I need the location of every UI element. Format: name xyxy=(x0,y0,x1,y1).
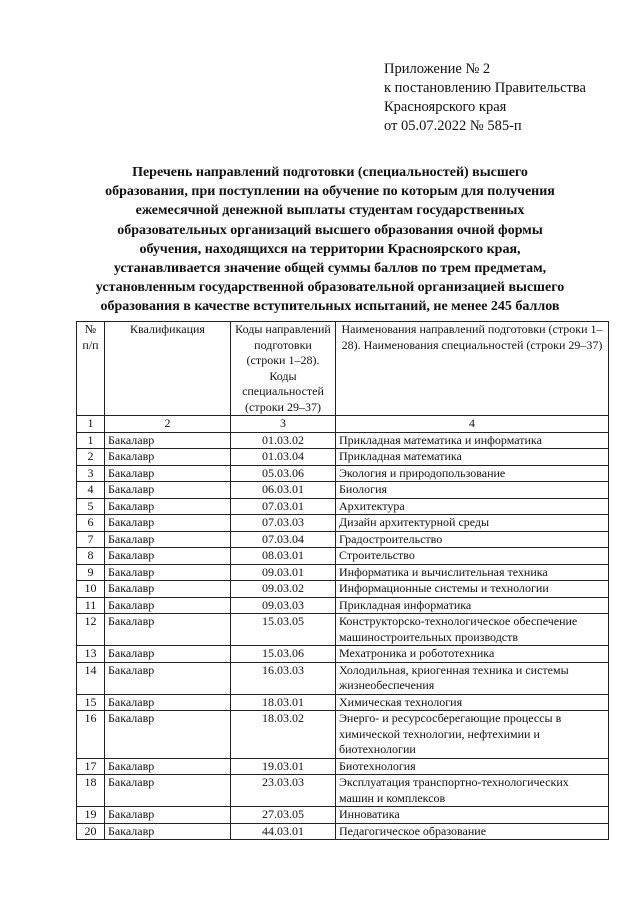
row-code: 23.03.03 xyxy=(231,775,336,807)
row-number: 11 xyxy=(77,597,105,614)
document-title xyxy=(40,163,620,317)
table-row xyxy=(77,449,609,466)
row-qualification: Бакалавр xyxy=(105,515,231,532)
specialties-table xyxy=(76,321,609,840)
row-qualification: Бакалавр xyxy=(105,662,231,694)
row-qualification: Бакалавр xyxy=(105,807,231,824)
row-number: 19 xyxy=(77,807,105,824)
row-qualification: Бакалавр xyxy=(105,564,231,581)
appendix-line: от 05.07.2022 № 585-п xyxy=(384,118,522,134)
table-row xyxy=(77,646,609,663)
title-line: образования, при поступлении на обучение по которым для получения xyxy=(105,184,555,200)
row-name: Информатика и вычислительная техника xyxy=(336,564,609,581)
row-name: Инноватика xyxy=(336,807,609,824)
table-row xyxy=(77,581,609,598)
row-number: 9 xyxy=(77,564,105,581)
table-row xyxy=(77,807,609,824)
table-row xyxy=(77,548,609,565)
row-name: Градостроительство xyxy=(336,531,609,548)
row-qualification: Бакалавр xyxy=(105,531,231,548)
row-name: Конструкторско-технологическое обеспечение машиностроительных производств xyxy=(336,614,609,646)
row-number: 4 xyxy=(77,482,105,499)
row-name: Эксплуатация транспортно-технологических машин и комплексов xyxy=(336,775,609,807)
row-code: 07.03.04 xyxy=(231,531,336,548)
title-line: Перечень направлений подготовки (специальностей) высшего xyxy=(132,165,528,180)
appendix-line: Красноярского края xyxy=(384,99,507,115)
table-row xyxy=(77,662,609,694)
table-row xyxy=(77,694,609,711)
row-qualification: Бакалавр xyxy=(105,465,231,482)
appendix-block xyxy=(384,60,586,136)
row-code: 06.03.01 xyxy=(231,482,336,499)
row-code: 09.03.02 xyxy=(231,581,336,598)
row-code: 07.03.01 xyxy=(231,498,336,515)
column-index: 1 xyxy=(77,416,105,433)
row-number: 7 xyxy=(77,531,105,548)
row-number: 17 xyxy=(77,758,105,775)
row-code: 09.03.03 xyxy=(231,597,336,614)
row-qualification: Бакалавр xyxy=(105,823,231,840)
row-code: 07.03.03 xyxy=(231,515,336,532)
title-line: установленным государственной образовательной организацией высшего xyxy=(95,280,565,296)
row-number: 13 xyxy=(77,646,105,663)
table-row xyxy=(77,531,609,548)
row-code: 16.03.03 xyxy=(231,662,336,694)
row-name: Экология и природопользование xyxy=(336,465,609,482)
row-code: 18.03.01 xyxy=(231,694,336,711)
row-name: Дизайн архитектурной среды xyxy=(336,515,609,532)
row-qualification: Бакалавр xyxy=(105,758,231,775)
title-line: обучения, находящихся на территории Красноярского края, xyxy=(139,241,521,257)
title-line: образовательных организаций высшего образования очной формы xyxy=(117,222,543,238)
row-code: 27.03.05 xyxy=(231,807,336,824)
row-name: Химическая технология xyxy=(336,694,609,711)
row-name: Строительство xyxy=(336,548,609,565)
header-names: Наименования направлений подготовки (строки 1–28). Наименования специальностей (строки 29–37) xyxy=(336,322,609,416)
row-code: 18.03.02 xyxy=(231,711,336,759)
row-qualification: Бакалавр xyxy=(105,581,231,598)
table-row xyxy=(77,482,609,499)
row-qualification: Бакалавр xyxy=(105,646,231,663)
header-qualification: Квалификация xyxy=(105,322,231,416)
row-name: Энерго- и ресурсосберегающие процессы в химической технологии, нефтехимии и биотехнологии xyxy=(336,711,609,759)
appendix-line: к постановлению Правительства xyxy=(384,80,586,96)
table-row xyxy=(77,823,609,840)
row-qualification: Бакалавр xyxy=(105,614,231,646)
row-number: 20 xyxy=(77,823,105,840)
column-index: 4 xyxy=(336,416,609,433)
column-index: 2 xyxy=(105,416,231,433)
row-code: 15.03.05 xyxy=(231,614,336,646)
table-header-row xyxy=(77,322,609,416)
row-qualification: Бакалавр xyxy=(105,498,231,515)
row-code: 01.03.02 xyxy=(231,432,336,449)
table-body xyxy=(77,432,609,840)
row-code: 15.03.06 xyxy=(231,646,336,663)
row-name: Прикладная информатика xyxy=(336,597,609,614)
row-name: Прикладная математика xyxy=(336,449,609,466)
row-qualification: Бакалавр xyxy=(105,432,231,449)
row-code: 09.03.01 xyxy=(231,564,336,581)
row-number: 15 xyxy=(77,694,105,711)
row-name: Прикладная математика и информатика xyxy=(336,432,609,449)
row-name: Биология xyxy=(336,482,609,499)
row-number: 10 xyxy=(77,581,105,598)
column-index-row xyxy=(77,416,609,433)
row-qualification: Бакалавр xyxy=(105,482,231,499)
row-name: Биотехнология xyxy=(336,758,609,775)
row-number: 18 xyxy=(77,775,105,807)
column-index: 3 xyxy=(231,416,336,433)
row-number: 5 xyxy=(77,498,105,515)
table-row xyxy=(77,614,609,646)
row-code: 01.03.04 xyxy=(231,449,336,466)
table-row xyxy=(77,465,609,482)
table-row xyxy=(77,432,609,449)
table-row xyxy=(77,498,609,515)
row-number: 3 xyxy=(77,465,105,482)
row-name: Мехатроника и робототехника xyxy=(336,646,609,663)
row-qualification: Бакалавр xyxy=(105,548,231,565)
row-name: Архитектура xyxy=(336,498,609,515)
table-row xyxy=(77,597,609,614)
row-number: 2 xyxy=(77,449,105,466)
row-name: Информационные системы и технологии xyxy=(336,581,609,598)
row-qualification: Бакалавр xyxy=(105,694,231,711)
appendix-line: Приложение № 2 xyxy=(384,61,491,77)
row-number: 8 xyxy=(77,548,105,565)
row-code: 44.03.01 xyxy=(231,823,336,840)
title-line: устанавливается значение общей суммы баллов по трем предметам, xyxy=(113,261,547,277)
table-row xyxy=(77,758,609,775)
row-number: 1 xyxy=(77,432,105,449)
row-number: 16 xyxy=(77,711,105,759)
table-row xyxy=(77,515,609,532)
table-row xyxy=(77,711,609,759)
header-num: № п/п xyxy=(77,322,105,416)
row-qualification: Бакалавр xyxy=(105,775,231,807)
row-code: 05.03.06 xyxy=(231,465,336,482)
row-number: 12 xyxy=(77,614,105,646)
row-qualification: Бакалавр xyxy=(105,597,231,614)
row-number: 6 xyxy=(77,515,105,532)
row-code: 08.03.01 xyxy=(231,548,336,565)
table-row xyxy=(77,775,609,807)
table-row xyxy=(77,564,609,581)
row-name: Холодильная, криогенная техника и системы жизнеобеспечения xyxy=(336,662,609,694)
row-qualification: Бакалавр xyxy=(105,449,231,466)
row-name: Педагогическое образование xyxy=(336,823,609,840)
header-codes: Коды направлений подготовки (строки 1–28). Коды специальностей (строки 29–37) xyxy=(231,322,336,416)
row-number: 14 xyxy=(77,662,105,694)
title-line: образования в качестве вступительных испытаний, не менее 245 баллов xyxy=(100,299,560,315)
row-code: 19.03.01 xyxy=(231,758,336,775)
row-qualification: Бакалавр xyxy=(105,711,231,759)
title-line: ежемесячной денежной выплаты студентам государственных xyxy=(135,203,525,219)
